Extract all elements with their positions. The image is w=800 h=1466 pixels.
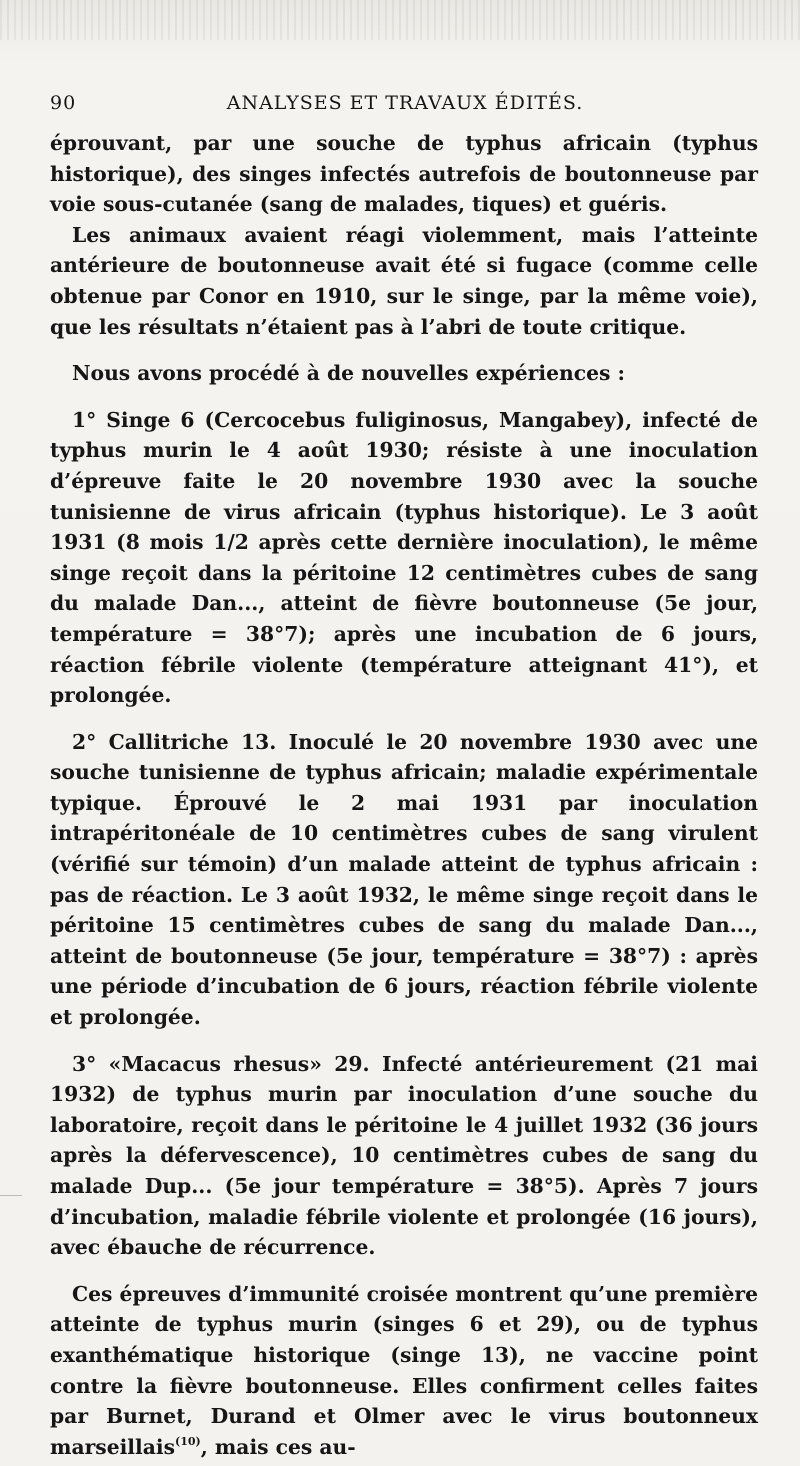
scan-edge-noise bbox=[0, 0, 800, 40]
reference-marker: (10) bbox=[175, 1434, 201, 1448]
page-number: 90 bbox=[50, 92, 77, 114]
experiment-1: 1° Singe 6 (Cercocebus fuliginosus, Mangabey), infecté de typhus murin le 4 août 1930; résiste à une inoculation d’épreuve faite le 20 novembre 1930 avec la souche tunisienne de virus africain (typhus historique). Le 3 août 1931 (8 mois 1/2 après cette dernière inoculation), le même singe reçoit dans la péritoine 12 centimètres cubes de sang du malade Dan..., atteint de fièvre boutonneuse (5e jour, température = 38°7); après une incubation de 6 jours, réaction fébrile violente (température atteignant 41°), et prolongée. bbox=[50, 407, 758, 708]
conclusion-text: Ces épreuves d’immunité croisée montrent qu’une première atteinte de typhus murin (singes 6 et 29), ou de typhus exanthématique historique (singe 13), ne vaccine point contre la fièvre boutonneuse. Elles confirment celles faites par Burnet, Durand et Olmer avec le virus boutonneux marseillais bbox=[50, 1281, 758, 1459]
page-header bbox=[50, 92, 760, 122]
body-text bbox=[50, 128, 758, 1462]
conclusion-tail: , mais ces au- bbox=[200, 1434, 356, 1459]
paragraph-intro-experiments: Nous avons procédé à de nouvelles expériences : bbox=[72, 361, 625, 386]
paragraph-continuation: éprouvant, par une souche de typhus africain (typhus historique), des singes infectés autrefois de boutonneuse par voie sous-cutanée (sang de malades, tiques) et guéris. bbox=[50, 131, 758, 217]
experiment-3: 3° «Macacus rhesus» 29. Infecté antérieurement (21 mai 1932) de typhus murin par inoculation d’une souche du laboratoire, reçoit dans le péritoine le 4 juillet 1932 (36 jours après la défervescence), 10 centimètres cubes de sang du malade Dup... (5e jour température = 38°5). Après 7 jours d’incubation, maladie fébrile violente et prolongée (16 jours), avec ébauche de récurrence. bbox=[50, 1051, 758, 1260]
margin-rule bbox=[0, 1195, 22, 1196]
experiment-2: 2° Callitriche 13. Inoculé le 20 novembre 1930 avec une souche tunisienne de typhus africain; maladie expérimentale typique. Éprouvé le 2 mai 1931 par inoculation intrapéritonéale de 10 centimètres cubes de sang virulent (vérifié sur témoin) d’un malade atteint de typhus africain : pas de réaction. Le 3 août 1932, le même singe reçoit dans le péritoine 15 centimètres cubes de sang du malade Dan..., atteint de boutonneuse (5e jour, température = 38°7) : après une période d’incubation de 6 jours, réaction fébrile violente et prolongée. bbox=[50, 729, 758, 1030]
running-title: ANALYSES ET TRAVAUX ÉDITÉS. bbox=[226, 92, 584, 114]
paragraph-conclusion bbox=[50, 1279, 758, 1463]
paragraph-critique: Les animaux avaient réagi violemment, mais l’atteinte antérieure de boutonneuse avait été si fugace (comme celle obtenue par Conor en 1910, sur le singe, par la même voie), que les résultats n’étaient pas à l’abri de toute critique. bbox=[50, 222, 758, 339]
